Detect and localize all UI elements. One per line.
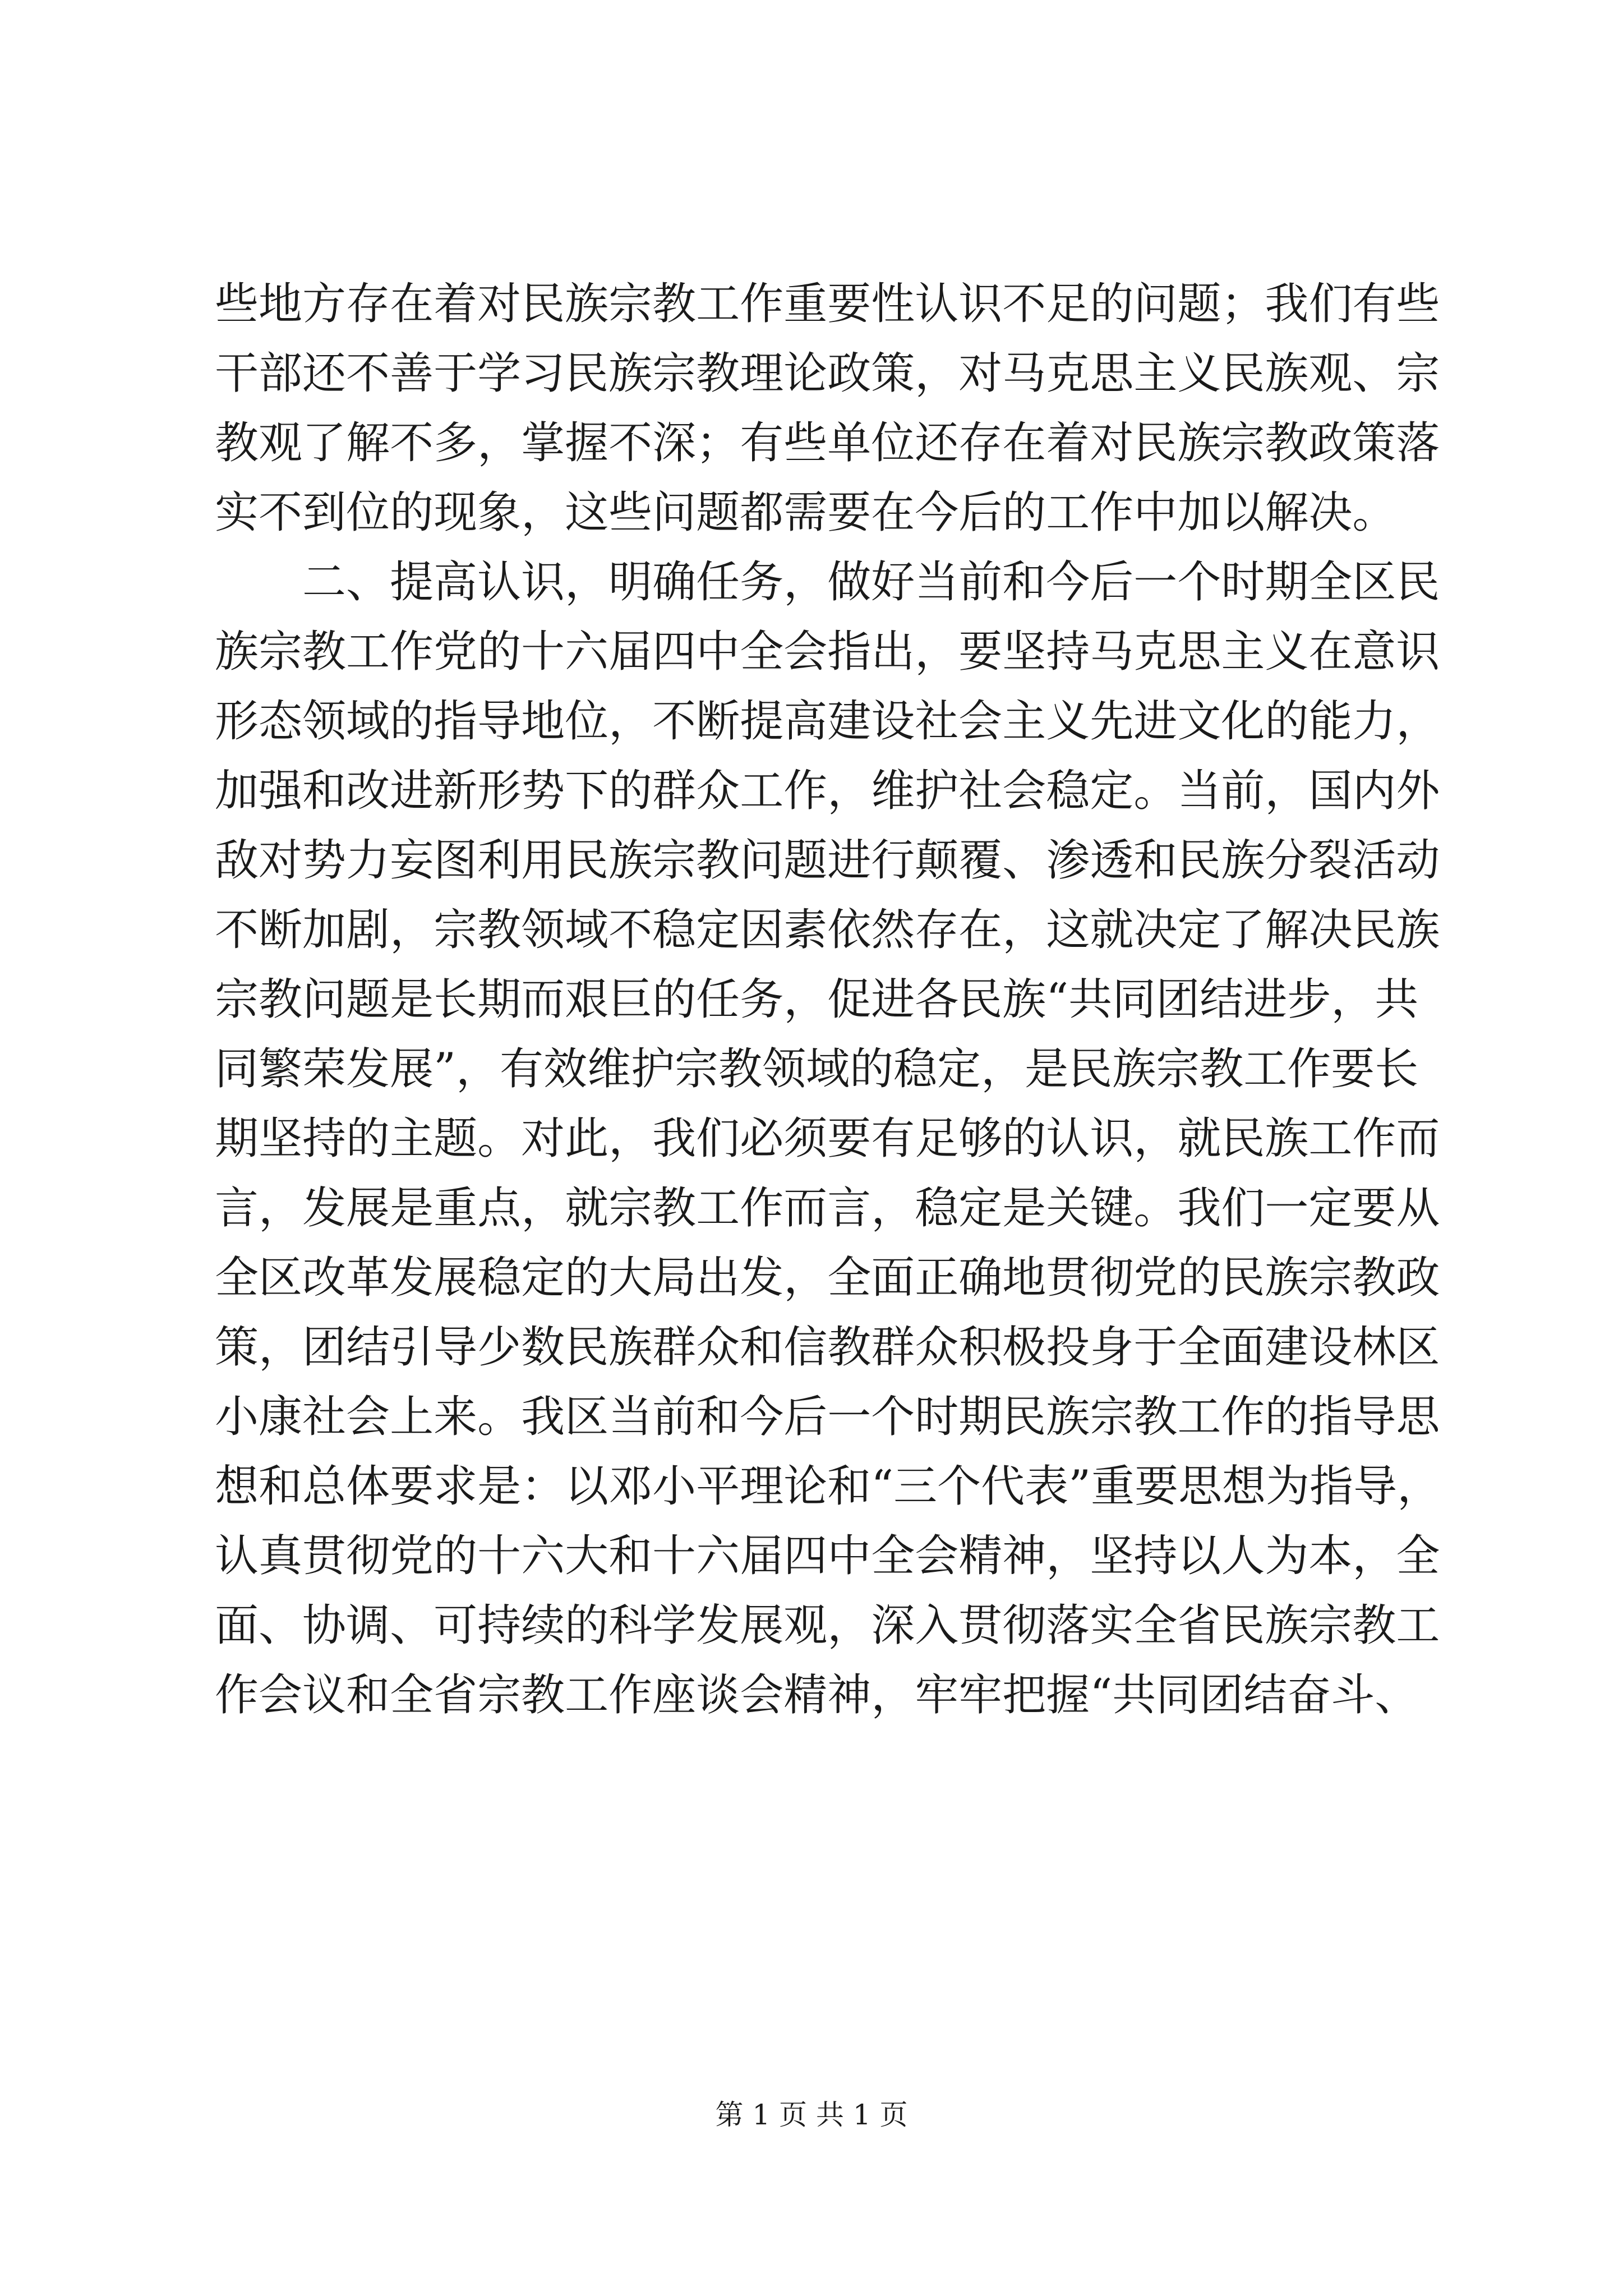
- text-line: 想 和 总 体 要 求 是 ： 以 邓 小 平 理 论 和 “ 三 个 代 表 ” 重 要 思 想 为 指 导 ，: [215, 1461, 1441, 1512]
- text-line: 族 宗 教 工 作 党 的 十 六 届 四 中 全 会 指 出 ， 要 坚 持 马 克 思 主 义 在 意 识: [215, 627, 1440, 677]
- text-line: 策 ， 团 结 引 导 少 数 民 族 群 众 和 信 教 群 众 积 极 投 身 于 全 面 建 设 林 区: [215, 1322, 1440, 1373]
- text-line: 二 、 提 高 认 识 ， 明 确 任 务 ， 做 好 当 前 和 今 后 一 个 时 期 全 区 民: [302, 557, 1440, 608]
- text-line: 加 强 和 改 进 新 形 势 下 的 群 众 工 作 ， 维 护 社 会 稳 定 。 当 前 ， 国 内 外: [215, 766, 1440, 816]
- text-line: 宗 教 问 题 是 长 期 而 艰 巨 的 任 务 ， 促 进 各 民 族 “ 共 同 团 结 进 步 ， 共: [215, 974, 1419, 1025]
- text-line: 不 断 加 剧 ， 宗 教 领 域 不 稳 定 因 素 依 然 存 在 ， 这 就 决 定 了 解 决 民 族: [215, 905, 1440, 955]
- text-line: 干 部 还 不 善 于 学 习 民 族 宗 教 理 论 政 策 ， 对 马 克 思 主 义 民 族 观 、 宗: [215, 348, 1440, 399]
- text-line: 教 观 了 解 不 多 ， 掌 握 不 深 ； 有 些 单 位 还 存 在 着 对 民 族 宗 教 政 策 落: [215, 418, 1440, 468]
- document-body: [215, 269, 1441, 1730]
- text-line: 作 会 议 和 全 省 宗 教 工 作 座 谈 会 精 神 ， 牢 牢 把 握 “ 共 同 团 结 奋 斗 、: [215, 1670, 1419, 1720]
- text-line: 实 不 到 位 的 现 象 ， 这 些 问 题 都 需 要 在 今 后 的 工 作 中 加 以 解 决 。: [215, 487, 1396, 538]
- text-line: 全 区 改 革 发 展 稳 定 的 大 局 出 发 ， 全 面 正 确 地 贯 彻 党 的 民 族 宗 教 政: [215, 1253, 1440, 1303]
- text-line: 期 坚 持 的 主 题 。 对 此 ， 我 们 必 须 要 有 足 够 的 认 识 ， 就 民 族 工 作 而: [215, 1114, 1440, 1164]
- text-line: 同 繁 荣 发 展 ” ， 有 效 维 护 宗 教 领 域 的 稳 定 ， 是 民 族 宗 教 工 作 要 长: [215, 1044, 1419, 1094]
- text-line: 小 康 社 会 上 来 。 我 区 当 前 和 今 后 一 个 时 期 民 族 宗 教 工 作 的 指 导 思: [215, 1392, 1440, 1442]
- text-line: 些 地 方 存 在 着 对 民 族 宗 教 工 作 重 要 性 认 识 不 足 的 问 题 ； 我 们 有 些: [215, 279, 1440, 329]
- text-line: 形 态 领 域 的 指 导 地 位 ， 不 断 提 高 建 设 社 会 主 义 先 进 文 化 的 能 力 ，: [215, 696, 1440, 747]
- page-number-label: 第 1 页 共 1 页: [715, 2099, 908, 2131]
- text-line: 认 真 贯 彻 党 的 十 六 大 和 十 六 届 四 中 全 会 精 神 ， 坚 持 以 人 为 本 ， 全: [215, 1531, 1440, 1581]
- page-footer: [0, 2095, 1623, 2134]
- text-line: 言 ， 发 展 是 重 点 ， 就 宗 教 工 作 而 言 ， 稳 定 是 关 键 。 我 们 一 定 要 从: [215, 1183, 1440, 1234]
- text-line: 面 、 协 调 、 可 持 续 的 科 学 发 展 观 ， 深 入 贯 彻 落 实 全 省 民 族 宗 教 工: [215, 1600, 1440, 1651]
- text-line: 敌 对 势 力 妄 图 利 用 民 族 宗 教 问 题 进 行 颠 覆 、 渗 透 和 民 族 分 裂 活 动: [215, 835, 1440, 886]
